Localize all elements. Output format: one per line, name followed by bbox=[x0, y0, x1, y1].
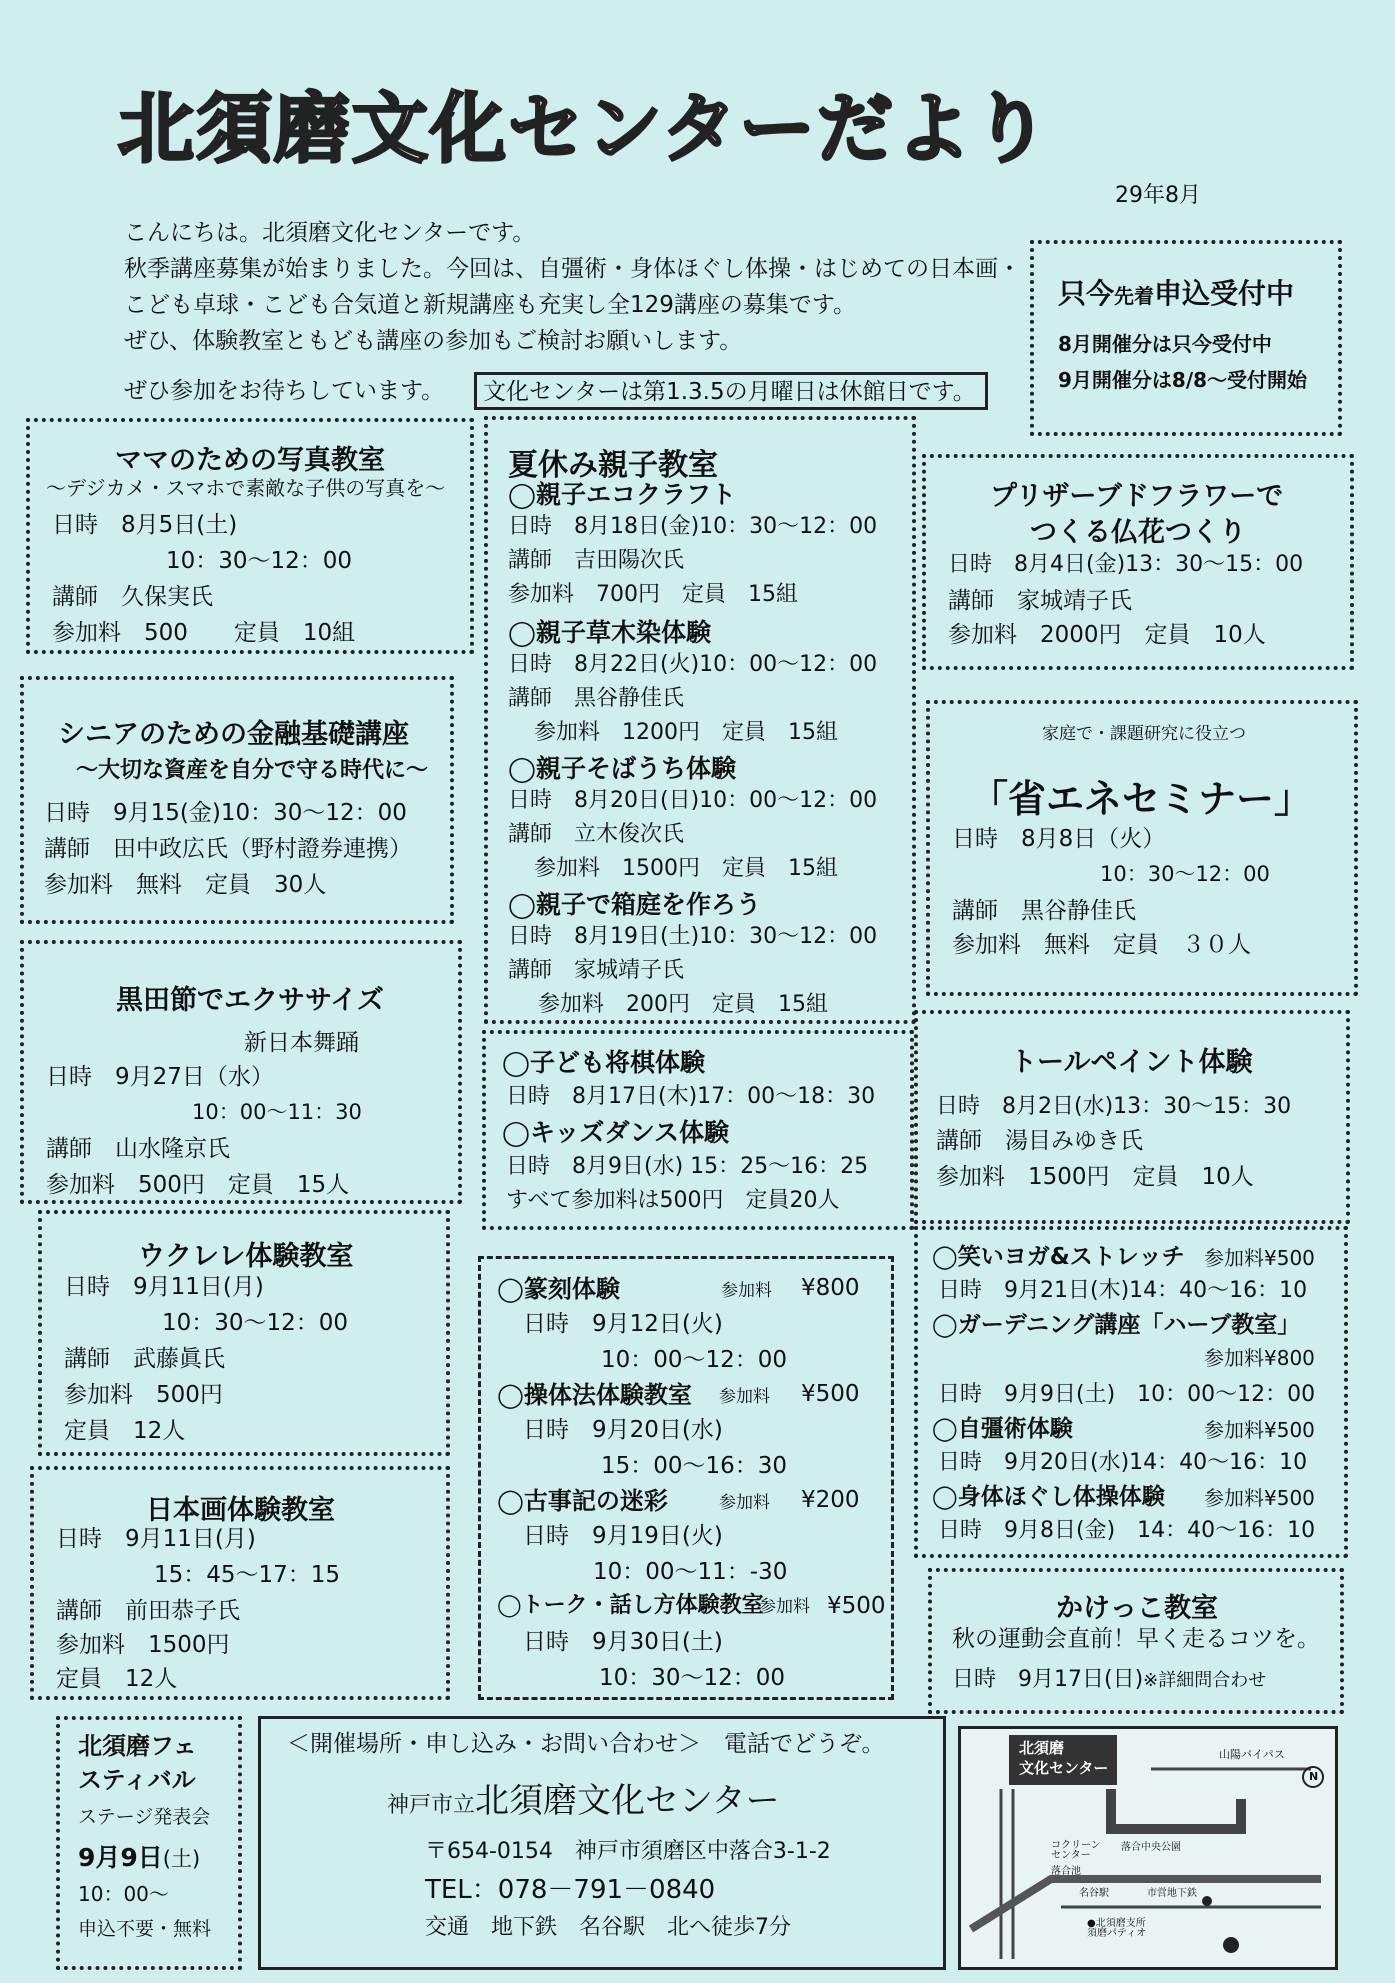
kids-a-title: ◯子ども将棋体験 bbox=[502, 1048, 705, 1077]
mama-title: ママのための写真教室 bbox=[115, 445, 385, 476]
right-b-title: ◯ガーデニング講座「ハーブ教室」 bbox=[932, 1312, 1301, 1338]
ukulele-time: 10：30～12：00 bbox=[162, 1310, 349, 1336]
mid-d-fee-label: 参加料 bbox=[759, 1597, 810, 1617]
nihonga-fee: 参加料 1500円 bbox=[56, 1632, 230, 1658]
ukulele-box bbox=[38, 1210, 450, 1456]
right-c-fee: 参加料¥500 bbox=[1204, 1418, 1315, 1442]
nihonga-time: 15：45～17：15 bbox=[154, 1562, 341, 1588]
mid-c-fee-label: 参加料 bbox=[719, 1493, 770, 1513]
tole-fee: 参加料 1500円 定員 10人 bbox=[936, 1164, 1254, 1190]
mid-d-fee: ¥500 bbox=[827, 1593, 886, 1619]
mid-a-fee: ¥800 bbox=[801, 1275, 860, 1301]
kuroda-title: 黒田節でエクササイズ bbox=[116, 985, 384, 1016]
kuroda-fee: 参加料 500円 定員 15人 bbox=[46, 1172, 350, 1198]
access-map bbox=[958, 1726, 1338, 1970]
mid-a-time: 10：00～12：00 bbox=[601, 1347, 788, 1373]
flower-teacher: 講師 家城靖子氏 bbox=[948, 588, 1132, 614]
summer-c-date: 日時 8月20日(日)10：00～12：00 bbox=[508, 788, 878, 813]
kuroda-sub: 新日本舞踊 bbox=[244, 1030, 359, 1056]
right-c-date: 日時 9月20日(水)14：40～16：10 bbox=[938, 1450, 1308, 1475]
intro-line-1: こんにちは。北須磨文化センターです。 bbox=[124, 220, 536, 246]
festival-title-1: 北須磨フェ bbox=[78, 1732, 197, 1760]
mid-b-fee: ¥500 bbox=[801, 1381, 860, 1407]
map-subway: 市営地下鉄 bbox=[1147, 1888, 1197, 1899]
map-bypass: 山陽バイパス bbox=[1219, 1748, 1285, 1761]
page-title: 北須磨文化センターだより bbox=[118, 84, 1051, 173]
nihonga-box bbox=[30, 1466, 450, 1700]
contact-header: ＜開催場所・申し込み・お問い合わせ＞ 電話でどうぞ。 bbox=[287, 1731, 885, 1757]
summer-d-date: 日時 8月19日(土)10：30～12：00 bbox=[508, 924, 878, 949]
signup-title: 只今先着申込受付中 bbox=[1058, 277, 1295, 310]
summer-c-fee: 参加料 1500円 定員 15組 bbox=[534, 856, 838, 881]
summer-c-title: ◯親子そばうち体験 bbox=[508, 754, 736, 783]
tole-title: トールペイント体験 bbox=[1010, 1047, 1253, 1078]
ukulele-teacher: 講師 武藤眞氏 bbox=[64, 1346, 225, 1372]
nihonga-title: 日本画体験教室 bbox=[146, 1495, 335, 1526]
kuroda-time: 10：00～11：30 bbox=[192, 1100, 362, 1124]
flower-title-2: つくる仏花つくり bbox=[1030, 517, 1246, 548]
closed-notice-box bbox=[474, 372, 988, 410]
signup-box bbox=[1030, 240, 1342, 436]
kuroda-teacher: 講師 山水隆京氏 bbox=[46, 1136, 230, 1162]
right-d-fee: 参加料¥500 bbox=[1204, 1486, 1315, 1510]
culture-trial-box bbox=[478, 1256, 894, 1700]
tole-teacher: 講師 湯目みゆき氏 bbox=[936, 1128, 1143, 1154]
contact-facility: 神戸市立北須磨文化センター bbox=[387, 1781, 780, 1821]
flower-box bbox=[922, 454, 1354, 670]
mama-time: 10：30～12：00 bbox=[166, 548, 353, 574]
energy-time: 10：30～12：00 bbox=[1100, 862, 1270, 886]
energy-title: 「省エネセミナー」 bbox=[970, 777, 1313, 821]
senior-fee: 参加料 無料 定員 30人 bbox=[44, 872, 327, 898]
festival-box bbox=[56, 1716, 242, 1970]
ukulele-title: ウクレレ体験教室 bbox=[138, 1241, 354, 1272]
health-box bbox=[914, 1226, 1348, 1558]
mid-c-fee: ¥200 bbox=[801, 1487, 860, 1513]
map-green-center: コクリーン センター bbox=[1051, 1840, 1101, 1861]
map-park: 落合中央公園 bbox=[1121, 1842, 1181, 1853]
map-station-dot bbox=[1223, 1937, 1239, 1953]
summer-a-date: 日時 8月18日(金)10：30～12：00 bbox=[508, 514, 878, 539]
mid-c-date: 日時 9月19日(火) bbox=[523, 1523, 723, 1549]
tole-date: 日時 8月2日(水)13：30～15：30 bbox=[936, 1094, 1292, 1119]
contact-access: 交通 地下鉄 名谷駅 北へ徒歩7分 bbox=[425, 1915, 791, 1940]
kakekko-line-1: 秋の運動会直前！早く走るコツを。 bbox=[952, 1626, 1320, 1652]
mid-d-title: ◯トーク・話し方体験教室 bbox=[497, 1593, 764, 1618]
right-a-title: ◯笑いヨガ&ストレッチ bbox=[932, 1244, 1185, 1270]
mid-a-title: ◯篆刻体験 bbox=[497, 1275, 620, 1303]
nihonga-date: 日時 9月11日(月) bbox=[56, 1526, 256, 1552]
senior-teacher: 講師 田中政広氏（野村證券連携） bbox=[44, 836, 412, 862]
map-station: 名谷駅 bbox=[1079, 1888, 1109, 1899]
kuroda-date: 日時 9月27日（水） bbox=[46, 1064, 274, 1090]
summer-a-teacher: 講師 吉田陽次氏 bbox=[508, 548, 685, 573]
mama-fee: 参加料 500 定員 10組 bbox=[52, 620, 356, 646]
kakekko-box bbox=[928, 1568, 1344, 1714]
closed-notice: 文化センターは第1.3.5の月曜日は休館日です。 bbox=[483, 379, 976, 405]
festival-title-2: スティバル bbox=[78, 1766, 196, 1794]
map-label-2: 文化センター bbox=[1019, 1759, 1109, 1777]
kids-a-date: 日時 8月17日(木)17：00～18：30 bbox=[506, 1084, 876, 1109]
mama-teacher: 講師 久保実氏 bbox=[52, 584, 213, 610]
mid-b-time: 15：00～16：30 bbox=[601, 1453, 788, 1479]
summer-b-title: ◯親子草木染体験 bbox=[508, 618, 711, 647]
tole-box bbox=[914, 1010, 1350, 1224]
mid-a-fee-label: 参加料 bbox=[721, 1281, 772, 1301]
issue-date: 29年8月 bbox=[1115, 183, 1201, 208]
mid-b-fee-label: 参加料 bbox=[719, 1387, 770, 1407]
map-north: N bbox=[1309, 1770, 1319, 1783]
summer-b-fee: 参加料 1200円 定員 15組 bbox=[534, 720, 838, 745]
mid-c-time: 10：00～11：-30 bbox=[593, 1559, 788, 1585]
energy-teacher: 講師 黒谷静佳氏 bbox=[952, 898, 1136, 924]
mid-c-title: ◯古事記の迷彩 bbox=[497, 1487, 668, 1515]
mid-d-date: 日時 9月30日(土) bbox=[523, 1629, 723, 1655]
kuroda-box bbox=[20, 940, 462, 1204]
flower-title-1: プリザーブドフラワーで bbox=[990, 481, 1284, 512]
kids-b-title: ◯キッズダンス体験 bbox=[502, 1118, 729, 1147]
summer-title: 夏休み親子教室 bbox=[508, 448, 718, 483]
mama-date: 日時 8月5日(土) bbox=[52, 512, 238, 538]
flower-fee: 参加料 2000円 定員 10人 bbox=[948, 622, 1266, 648]
festival-sub: ステージ発表会 bbox=[78, 1806, 211, 1828]
energy-sub: 家庭で・課題研究に役立つ bbox=[1042, 724, 1246, 744]
mid-a-date: 日時 9月12日(火) bbox=[523, 1311, 723, 1337]
summer-d-title: ◯親子で箱庭を作ろう bbox=[508, 890, 761, 919]
nihonga-capacity: 定員 12人 bbox=[56, 1666, 178, 1692]
mama-sub: ～デジカメ・スマホで素敵な子供の写真を～ bbox=[46, 476, 446, 500]
right-d-date: 日時 9月8日(金) 14：40～16：10 bbox=[938, 1518, 1316, 1543]
summer-b-teacher: 講師 黒谷静佳氏 bbox=[508, 686, 685, 711]
summer-c-teacher: 講師 立木俊次氏 bbox=[508, 822, 685, 847]
kids-box bbox=[482, 1030, 914, 1230]
mid-b-date: 日時 9月20日(水) bbox=[523, 1417, 723, 1443]
map-label-1: 北須磨 bbox=[1019, 1739, 1065, 1757]
ukulele-fee: 参加料 500円 bbox=[64, 1382, 223, 1408]
mid-b-title: ◯操体法体験教室 bbox=[497, 1381, 692, 1409]
senior-title: シニアのための金融基礎講座 bbox=[58, 719, 409, 750]
mid-d-time: 10：30～12：00 bbox=[599, 1665, 786, 1691]
summer-b-date: 日時 8月22日(火)10：00～12：00 bbox=[508, 652, 878, 677]
festival-note: 申込不要・無料 bbox=[78, 1918, 212, 1940]
summer-d-fee: 参加料 200円 定員 15組 bbox=[538, 992, 828, 1017]
summer-box bbox=[484, 416, 916, 1024]
map-facility-dot bbox=[1202, 1896, 1212, 1906]
contact-address: 〒654-0154 神戸市須磨区中落合3-1-2 bbox=[425, 1839, 831, 1864]
contact-tel: TEL：078－791－0840 bbox=[425, 1875, 716, 1905]
senior-sub: ～大切な資産を自分で守る時代に～ bbox=[76, 758, 429, 783]
kids-b-date: 日時 8月9日(水) 15：25～16：25 bbox=[506, 1154, 869, 1179]
ukulele-capacity: 定員 12人 bbox=[64, 1418, 186, 1444]
intro-line-2: 秋季講座募集が始まりました。今回は、自彊術・身体ほぐし体操・はじめての日本画・ bbox=[124, 256, 1021, 282]
summer-d-teacher: 講師 家城靖子氏 bbox=[508, 958, 685, 983]
kakekko-title: かけっこ教室 bbox=[1056, 1593, 1218, 1624]
kids-note: すべて参加料は500円 定員20人 bbox=[506, 1188, 840, 1213]
festival-date: 9月9日(土) bbox=[78, 1843, 201, 1872]
right-d-title: ◯身体ほぐし体操体験 bbox=[932, 1484, 1165, 1510]
energy-date: 日時 8月8日（火） bbox=[952, 826, 1166, 852]
flower-date: 日時 8月4日(金)13：30～15：00 bbox=[948, 552, 1304, 577]
energy-box bbox=[926, 700, 1358, 996]
intro-closing: ぜひ参加をお待ちしています。 bbox=[124, 378, 445, 404]
signup-line-1: 8月開催分は只今受付中 bbox=[1058, 332, 1272, 356]
map-pond: 落合池 bbox=[1051, 1866, 1081, 1877]
summer-a-title: ◯親子エコクラフト bbox=[508, 480, 736, 509]
right-b-date: 日時 9月9日(土) 10：00～12：00 bbox=[938, 1382, 1316, 1407]
right-a-fee: 参加料¥500 bbox=[1204, 1246, 1315, 1270]
energy-fee: 参加料 無料 定員 ３０人 bbox=[952, 932, 1251, 958]
map-plaza: ●北須磨支所 須磨パティオ bbox=[1087, 1918, 1147, 1939]
contact-box bbox=[258, 1716, 946, 1970]
right-a-date: 日時 9月21日(木)14：40～16：10 bbox=[938, 1278, 1308, 1303]
senior-date: 日時 9月15(金)10：30～12：00 bbox=[44, 800, 407, 826]
ukulele-date: 日時 9月11日(月) bbox=[64, 1274, 264, 1300]
signup-line-2: 9月開催分は8/8～受付開始 bbox=[1058, 368, 1308, 392]
senior-finance-box bbox=[20, 676, 454, 924]
intro-line-4: ぜひ、体験教室ともども講座の参加もご検討お願いします。 bbox=[124, 328, 743, 354]
map-center-block bbox=[1111, 1789, 1241, 1829]
map-road-vertical bbox=[1001, 1789, 1013, 1959]
mama-photo-box bbox=[26, 418, 474, 654]
kakekko-date: 日時 9月17日(日)※詳細問合わせ bbox=[952, 1667, 1267, 1692]
summer-a-fee: 参加料 700円 定員 15組 bbox=[508, 582, 798, 607]
right-b-fee: 参加料¥800 bbox=[1204, 1346, 1315, 1370]
nihonga-teacher: 講師 前田恭子氏 bbox=[56, 1598, 240, 1624]
intro-line-3: こども卓球・こども合気道と新規講座も充実し全129講座の募集です。 bbox=[124, 292, 857, 318]
right-c-title: ◯自彊術体験 bbox=[932, 1416, 1073, 1442]
festival-time: 10：00～ bbox=[78, 1882, 169, 1906]
